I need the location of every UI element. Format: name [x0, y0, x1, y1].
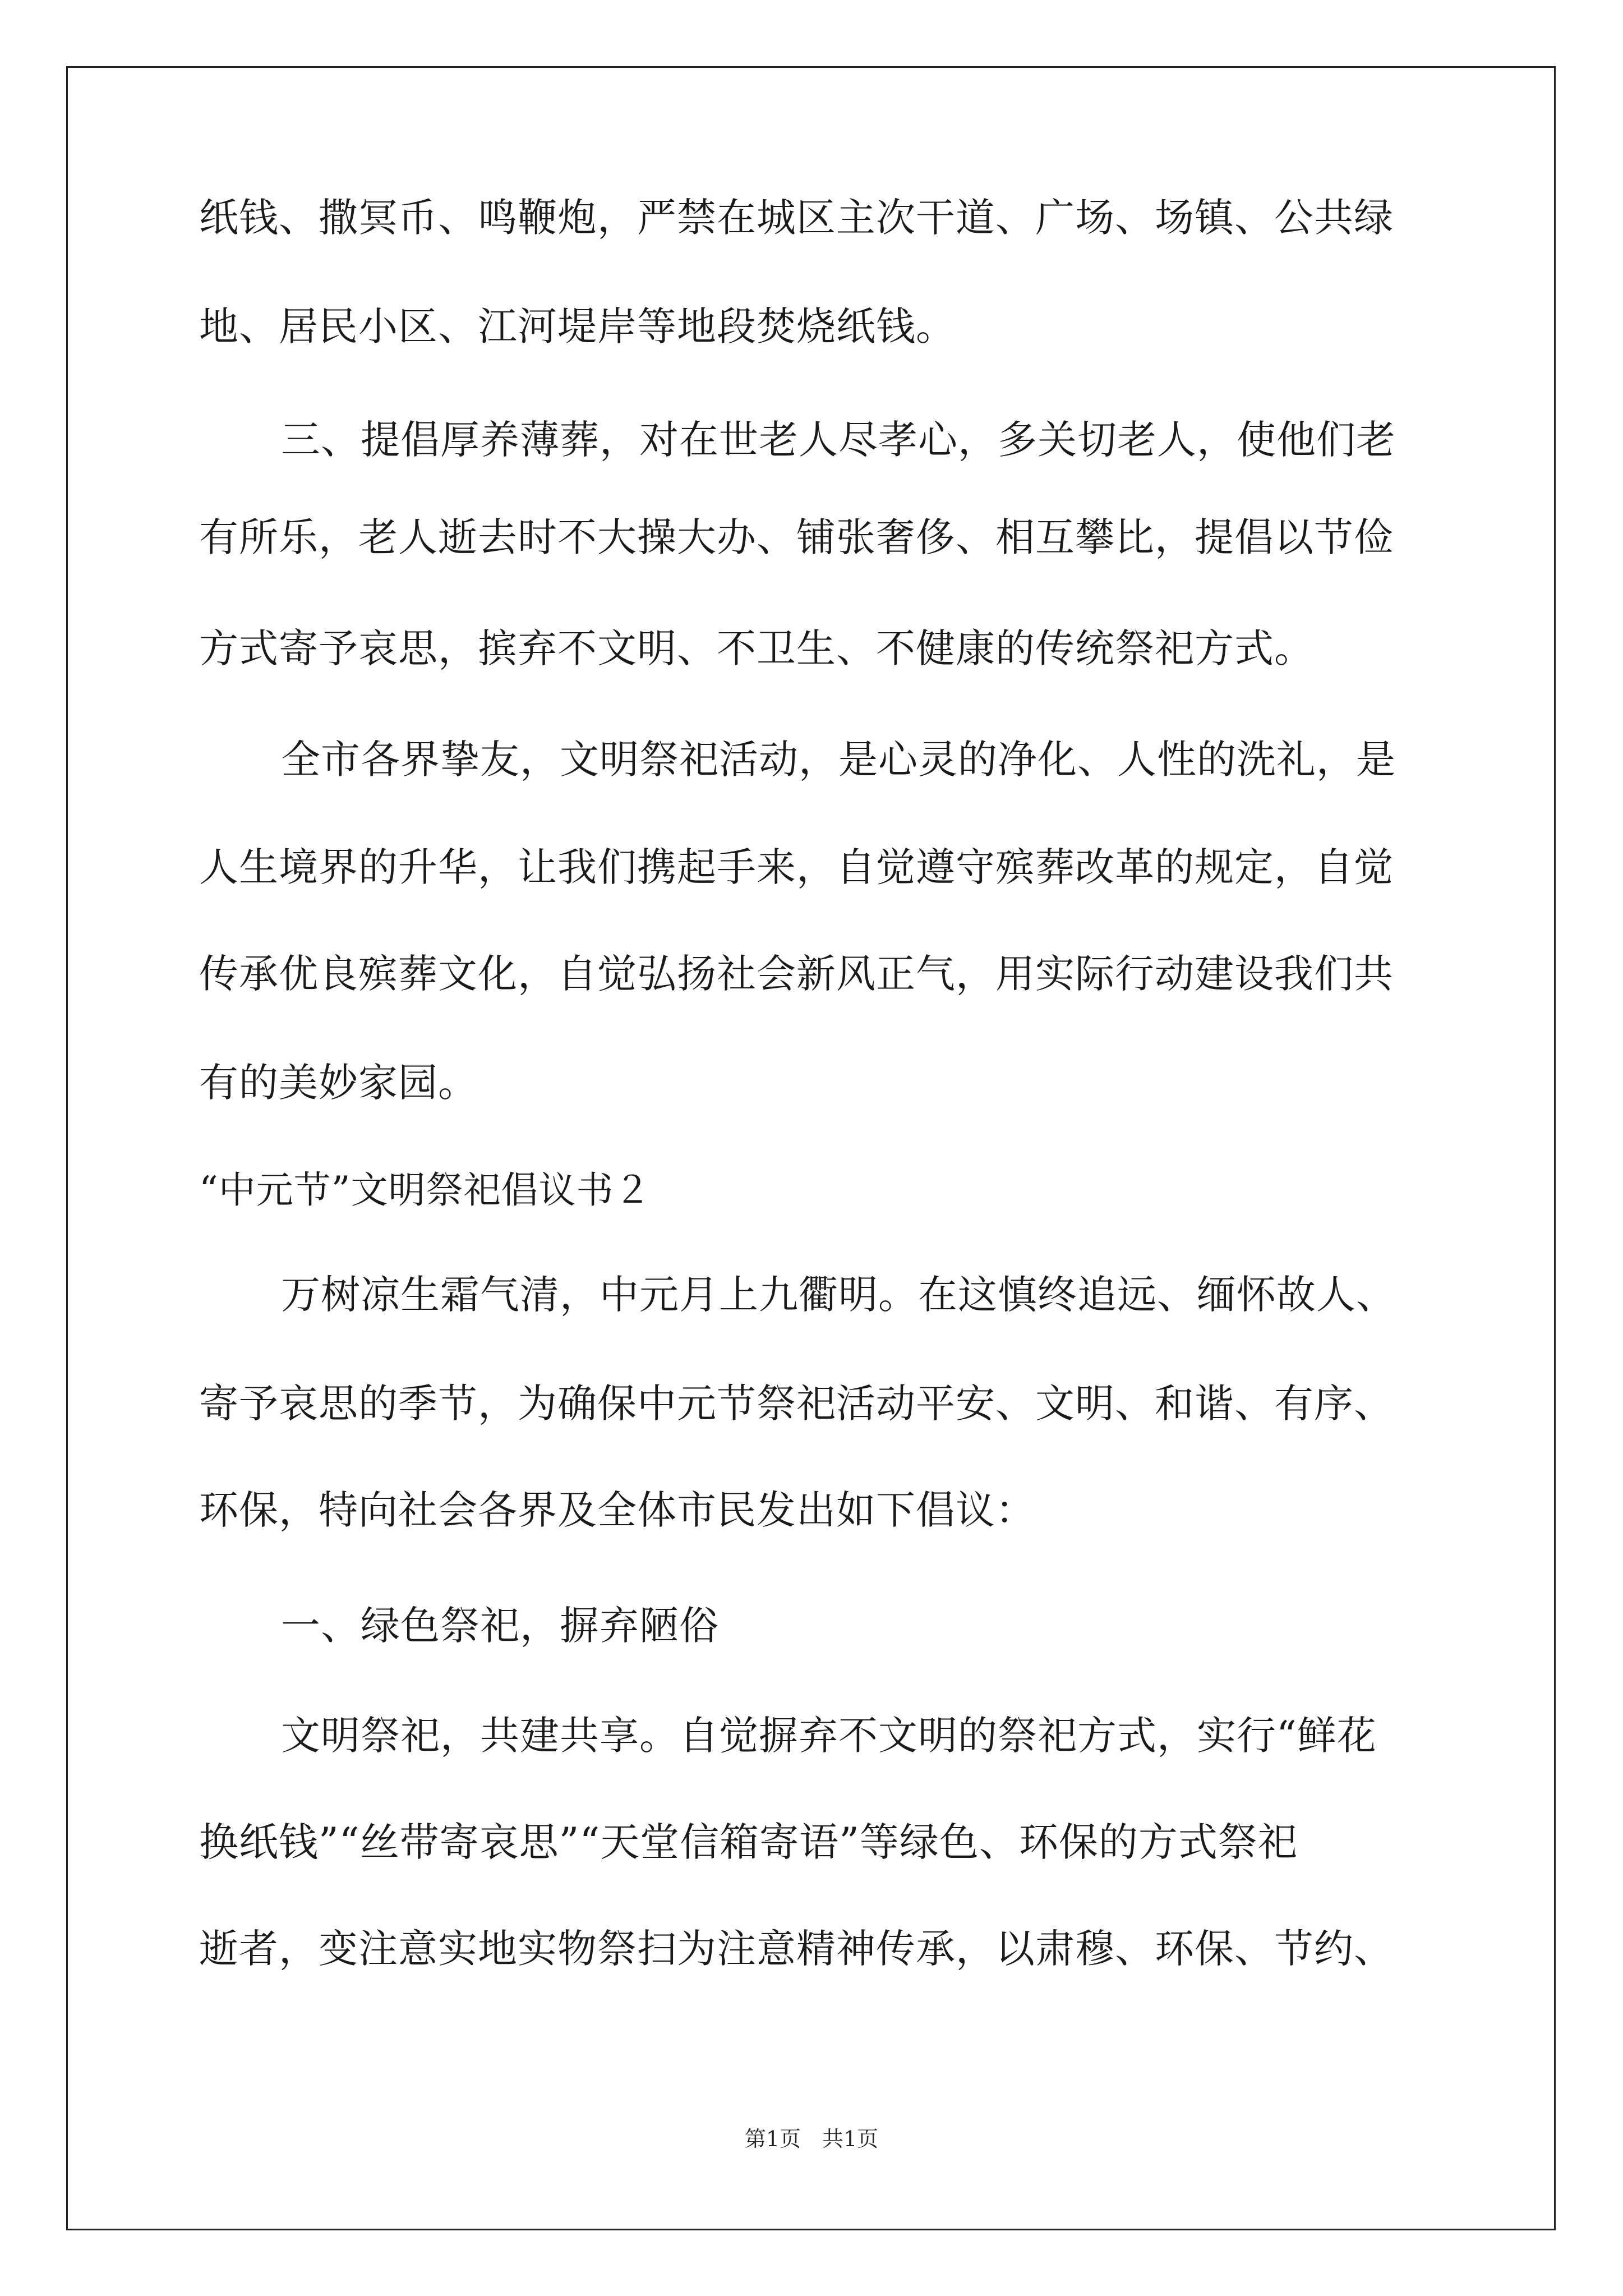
- paragraph-start: 文明祭祀，共建共享。自觉摒弃不文明的祭祀方式，实行“鲜花: [281, 1713, 1377, 1759]
- paragraph-start: 全市各界挚友，文明祭祀活动，是心灵的净化、人性的洗礼，是: [281, 737, 1396, 783]
- paragraph-start: 万树凉生霜气清，中元月上九衢明。在这慎终追远、缅怀故人、: [281, 1272, 1396, 1318]
- subheading: 一、绿色祭祀，摒弃陋俗: [281, 1603, 719, 1649]
- text-line: 逝者，变注意实地实物祭扫为注意精神传承，以肃穆、环保、节约、: [199, 1926, 1394, 1972]
- text-line: 纸钱、撒冥币、鸣鞭炮，严禁在城区主次干道、广场、场镇、公共绿: [199, 195, 1394, 241]
- section-heading: “中元节”文明祭祀倡议书２: [199, 1168, 652, 1212]
- text-line: 有所乐，老人逝去时不大操大办、铺张奢侈、相互攀比，提倡以节俭: [199, 514, 1394, 560]
- text-line: 有的美妙家园。: [199, 1060, 478, 1106]
- text-line: 寄予哀思的季节，为确保中元节祭祀活动平安、文明、和谐、有序、: [199, 1381, 1394, 1427]
- page-number: 第1页 共1页: [744, 2127, 879, 2151]
- text-line: 传承优良殡葬文化，自觉弘扬社会新风正气，用实际行动建设我们共: [199, 951, 1394, 997]
- text-line: 人生境界的升华，让我们携起手来，自觉遵守殡葬改革的规定，自觉: [199, 844, 1394, 890]
- text-line: 地、居民小区、江河堤岸等地段焚烧纸钱。: [199, 303, 956, 349]
- text-line: 换纸钱”“丝带寄哀思”“天堂信箱寄语”等绿色、环保的方式祭祀: [199, 1819, 1298, 1865]
- text-line: 环保，特向社会各界及全体市民发出如下倡议：: [199, 1487, 1035, 1533]
- text-line: 方式寄予哀思，摈弃不文明、不卫生、不健康的传统祭祀方式。: [199, 625, 1314, 671]
- page-border: [66, 66, 1556, 2230]
- paragraph-start: 三、提倡厚养薄葬，对在世老人尽孝心，多关切老人，使他们老: [281, 417, 1396, 463]
